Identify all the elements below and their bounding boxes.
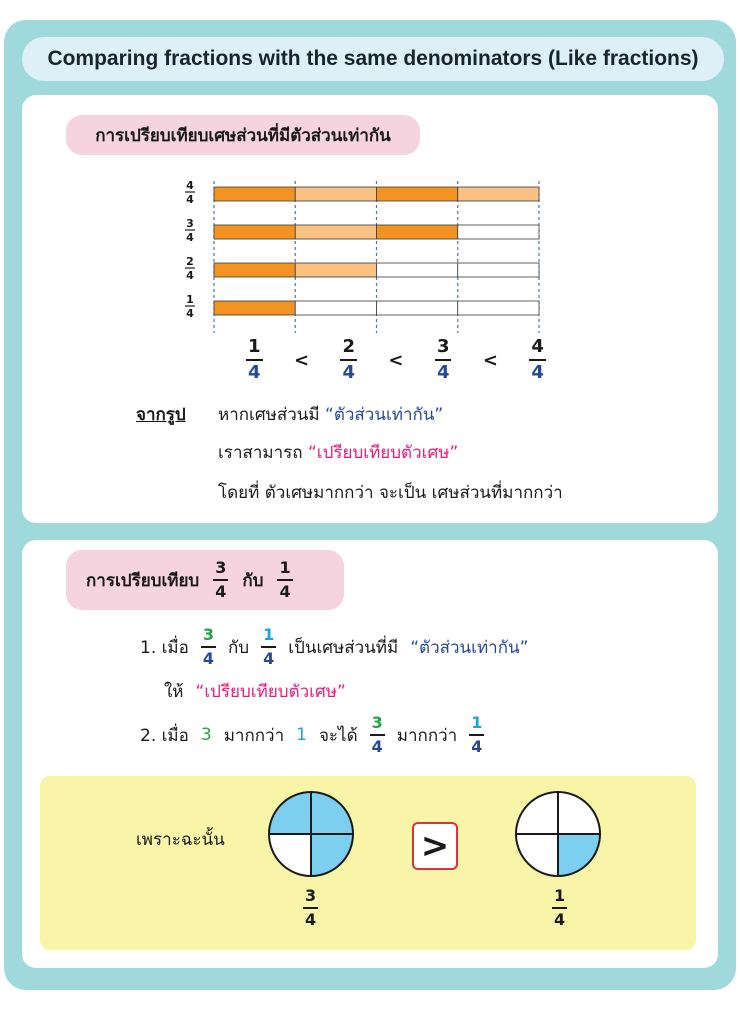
step-2-line: [140, 712, 484, 758]
rule-line-1-highlight: “ตัวส่วนเท่ากัน”: [325, 405, 444, 425]
bar-segment: [295, 225, 376, 239]
comparison-denominator: 4: [246, 359, 263, 382]
step-2-number-a: 3: [200, 725, 212, 745]
bar-segment: [377, 225, 458, 239]
bar-segment: [458, 301, 539, 315]
comparison-fraction: [340, 338, 357, 382]
heading-fraction-b-den: 4: [277, 579, 292, 600]
therefore-label: เพราะฉะนั้น: [136, 830, 225, 850]
heading-fraction-b-num: 1: [279, 558, 291, 577]
circle-a-fraction: [303, 888, 318, 928]
circle-b-fraction: [552, 888, 567, 928]
bar-label-numerator: 3: [186, 217, 194, 230]
comparison-denominator: 4: [340, 359, 357, 382]
rule-line-2-text: เราสามารถ: [218, 443, 303, 463]
less-than-symbol: <: [293, 349, 310, 371]
step-2-fraction-b-num: 1: [471, 713, 483, 732]
conclusion-box: [40, 776, 696, 950]
step-2-fraction-b: [469, 715, 484, 755]
section-like-fractions-card: [22, 95, 718, 523]
heading-fraction-a-den: 4: [213, 579, 228, 600]
step-2-fraction-a-den: 4: [370, 734, 385, 755]
bar-label-numerator: 1: [186, 293, 194, 306]
step-2-mid-3: มากกว่า: [396, 725, 458, 746]
from-figure-text: จากรูป: [136, 405, 186, 425]
section2-heading-text: การเปรียบเทียบ: [86, 570, 200, 591]
rule-line-2: [218, 439, 458, 466]
bar-segment: [458, 225, 539, 239]
bar-label-numerator: 4: [186, 179, 194, 192]
page-title-text: Comparing fractions with the same denominators (Like fractions): [47, 47, 699, 70]
comparison-fraction: [435, 338, 452, 382]
step-1-fraction-b: [261, 627, 276, 667]
fraction-bar-chart: [22, 95, 718, 335]
bar-segment: [214, 187, 295, 201]
comparison-fraction: [529, 338, 546, 382]
section2-heading-mid: กับ: [242, 570, 264, 591]
step-1-fraction-b-num: 1: [263, 625, 275, 644]
less-than-symbol: <: [482, 349, 498, 371]
step-2-mid-2: จะได้: [318, 725, 358, 746]
step-2-mid-1: มากกว่า: [223, 725, 285, 746]
step-1-line: [140, 624, 528, 670]
step-2-prefix: 2. เมื่อ: [140, 725, 189, 746]
fraction-comparison-row: [246, 335, 546, 385]
step-2-fraction-b-den: 4: [469, 734, 484, 755]
heading-fraction-a: [213, 560, 228, 600]
bar-segment: [377, 263, 458, 277]
bar-segment: [377, 187, 458, 201]
bar-segment: [295, 187, 376, 201]
step-1-fraction-a-den: 4: [201, 646, 216, 667]
step-2-fraction-a: [370, 715, 385, 755]
rule-line-2-highlight: “เปรียบเทียบตัวเศษ”: [308, 443, 459, 463]
greater-than-box: [412, 822, 458, 870]
step-2-number-b: 1: [296, 725, 307, 745]
step-1-prefix: 1. เมื่อ: [140, 637, 189, 658]
bar-segment: [214, 301, 295, 315]
step-1-suffix: เป็นเศษส่วนที่มี: [288, 637, 399, 658]
bar-segment: [458, 263, 539, 277]
circle-a-num: 3: [305, 886, 317, 905]
step-1-fraction-a-num: 3: [202, 625, 214, 644]
comparison-numerator: 3: [436, 336, 450, 357]
from-figure-label: [136, 401, 186, 428]
bar-segment: [295, 301, 376, 315]
page-title: [22, 37, 724, 81]
step-1-fraction-a: [201, 627, 216, 667]
step-1-mid: กับ: [228, 637, 250, 658]
rule-line-3-text: โดยที่ ตัวเศษมากกว่า จะเป็น เศษส่วนที่มากกว่า: [218, 483, 563, 503]
bar-segment: [214, 225, 295, 239]
step-2-fraction-a-num: 3: [371, 713, 383, 732]
rule-line-1-text: หากเศษส่วนมี: [218, 405, 320, 425]
section1-heading-text: การเปรียบเทียบเศษส่วนที่มีตัวส่วนเท่ากัน: [95, 125, 391, 146]
bar-label-denominator: 4: [186, 231, 194, 244]
bar-label-denominator: 4: [186, 269, 194, 282]
circle-b-den: 4: [552, 907, 567, 928]
comparison-denominator: 4: [435, 359, 452, 382]
section-compare-example-card: [22, 540, 718, 968]
circle-a-den: 4: [303, 907, 318, 928]
heading-fraction-a-num: 3: [215, 558, 227, 577]
heading-fraction-b: [277, 560, 292, 600]
comparison-numerator: 4: [531, 336, 544, 357]
step-1-highlight: “ตัวส่วนเท่ากัน”: [410, 637, 529, 658]
comparison-denominator: 4: [529, 359, 546, 382]
section2-heading: [66, 550, 344, 610]
circle-models: [40, 776, 696, 950]
step-1b-prefix: ให้: [164, 681, 184, 702]
step-1b-line: [164, 676, 346, 706]
bar-segment: [377, 301, 458, 315]
bar-label-numerator: 2: [186, 255, 194, 268]
bar-label-denominator: 4: [186, 307, 194, 320]
rule-line-1: [218, 401, 443, 428]
greater-than-symbol: >: [420, 826, 450, 866]
comparison-numerator: 1: [248, 336, 261, 357]
circle-b-num: 1: [554, 886, 566, 905]
step-1b-highlight: “เปรียบเทียบตัวเศษ”: [195, 681, 346, 702]
bar-segment: [214, 263, 295, 277]
bar-segment: [458, 187, 539, 201]
bar-segment: [295, 263, 376, 277]
less-than-symbol: <: [388, 349, 404, 371]
bar-label-denominator: 4: [186, 193, 194, 206]
step-1-fraction-b-den: 4: [261, 646, 276, 667]
rule-line-3: [218, 479, 563, 506]
comparison-fraction: [246, 338, 263, 382]
comparison-numerator: 2: [342, 336, 355, 357]
